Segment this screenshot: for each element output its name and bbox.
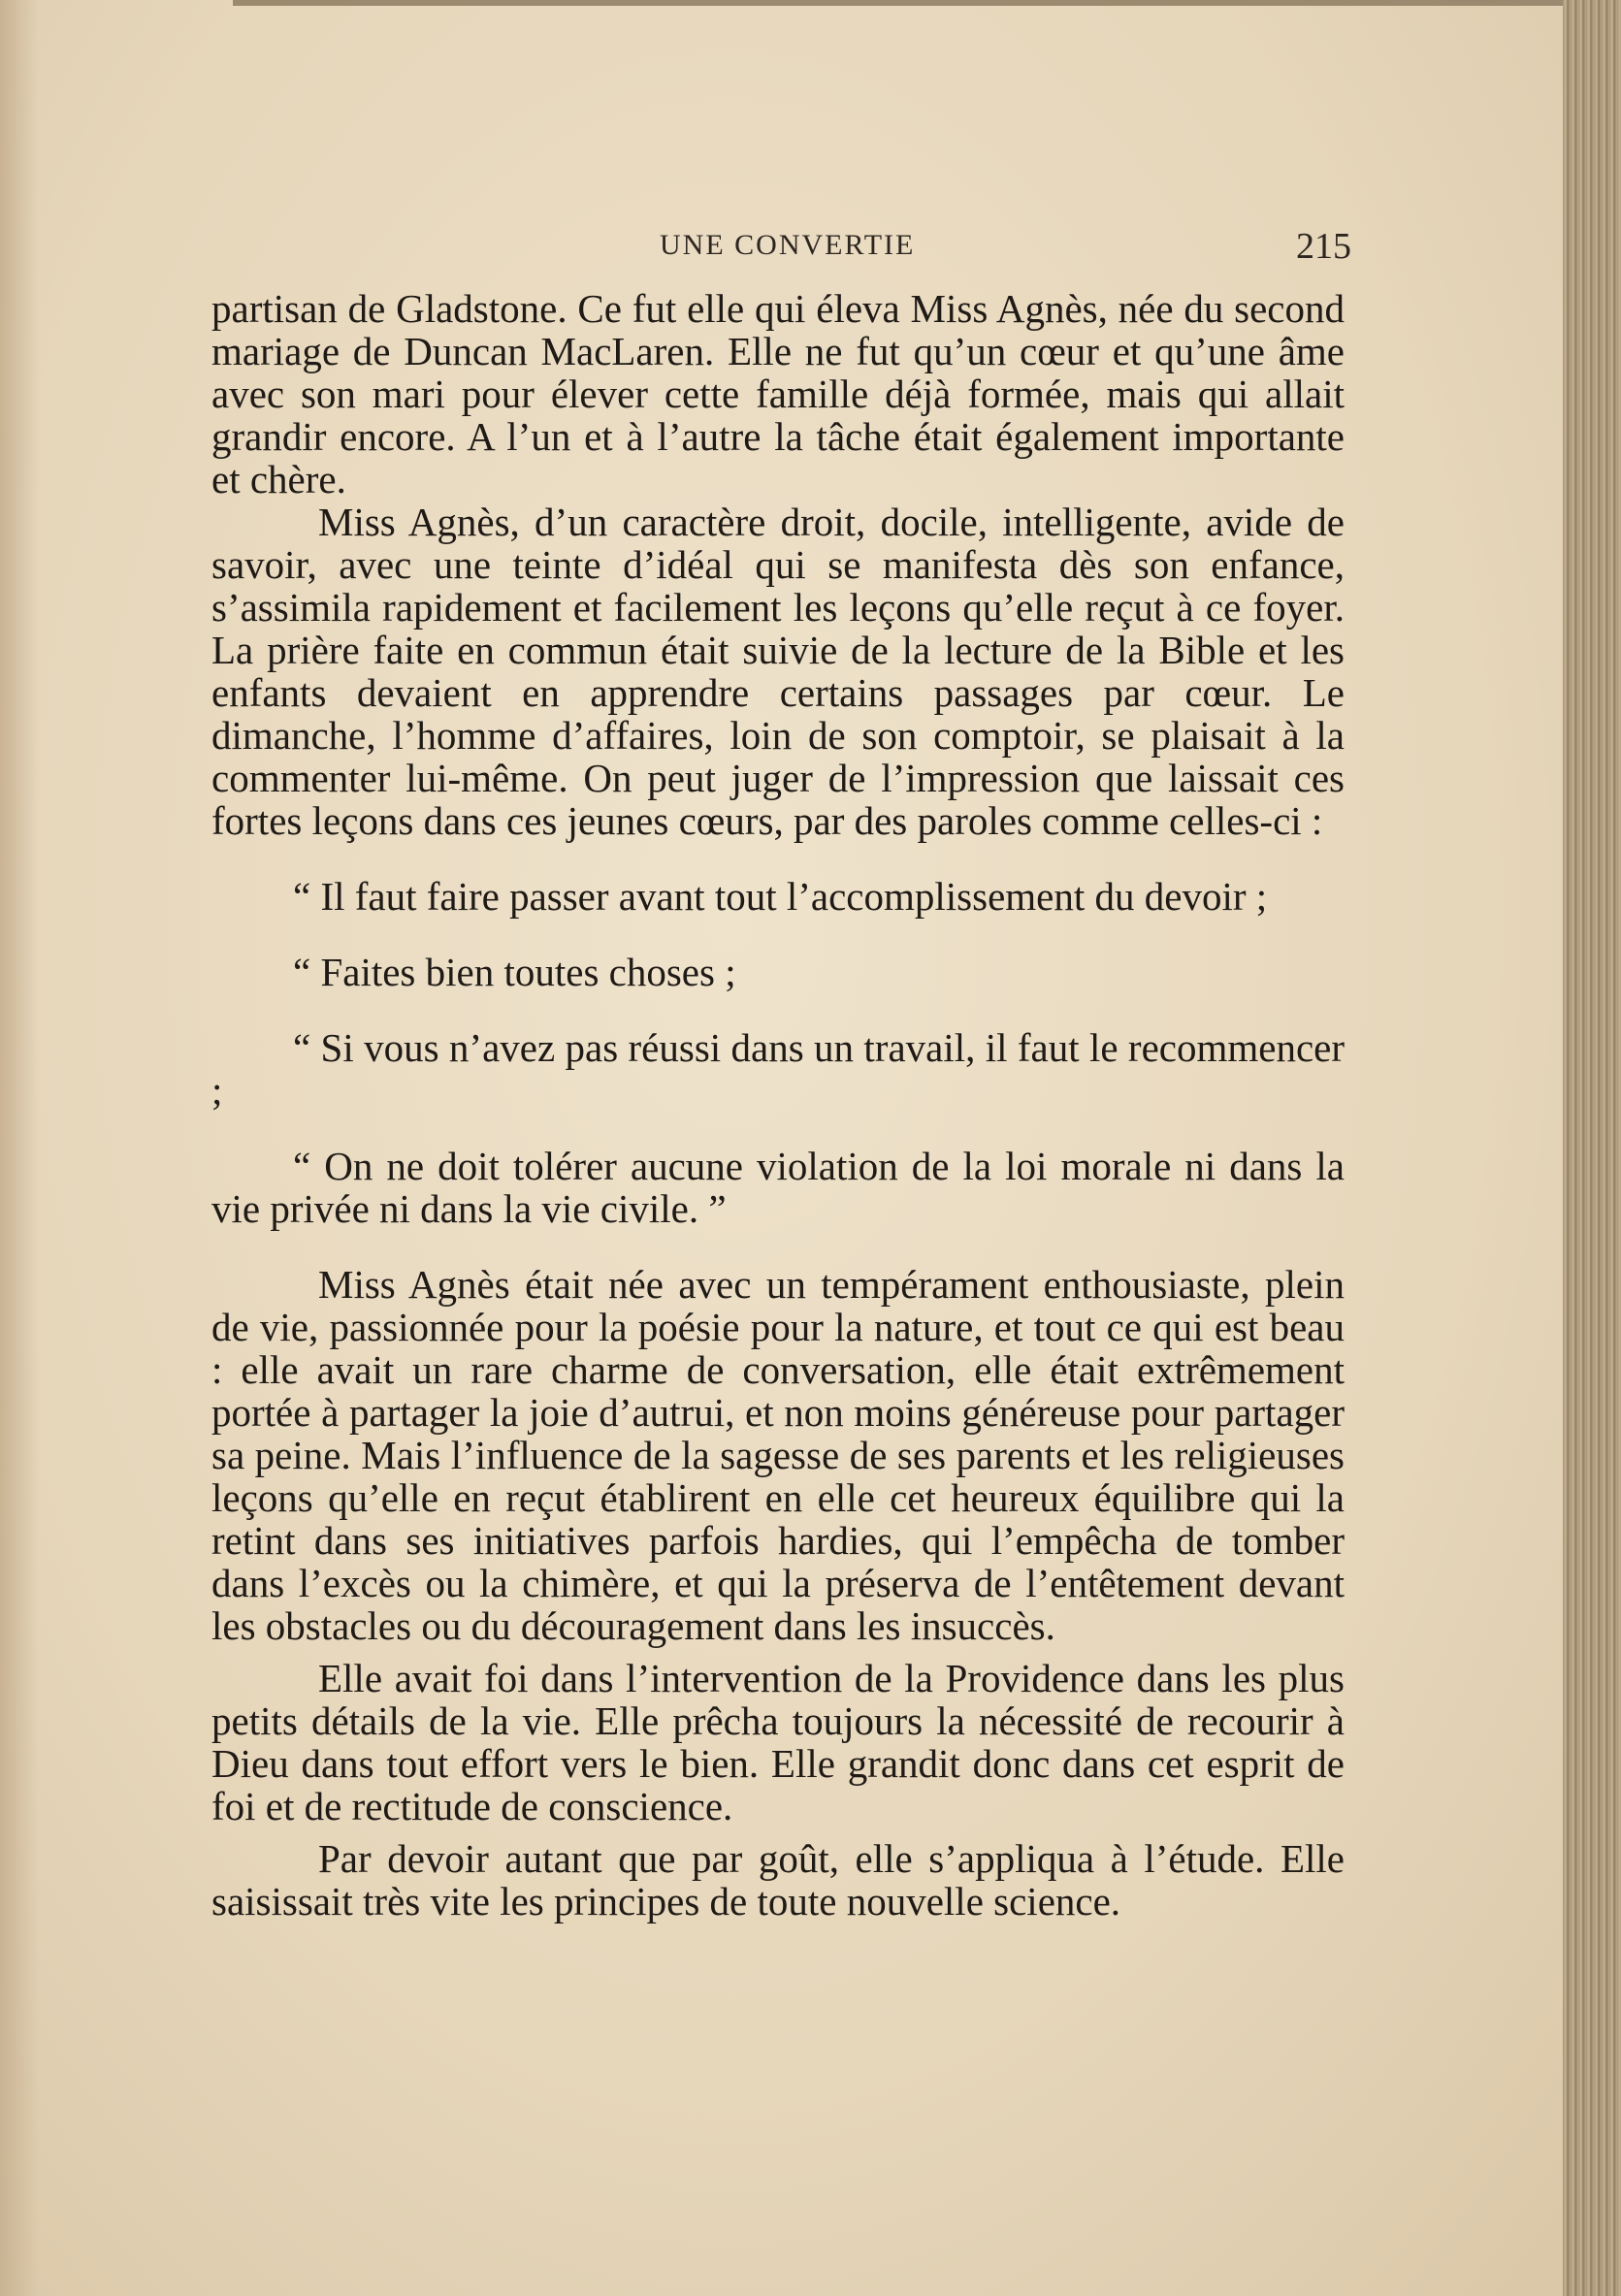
quote-line: “ Faites bien toutes choses ; [293, 950, 736, 994]
paragraph: Miss Agnès, d’un caractère droit, docile, intelligente, avide de savoir, avec une teinte d’idéal qui se manifesta dès son enfance, s’assimila rapidement et facilement les leçons qu’elle reçut à ce foyer. La prière faite en commun était suivie de la lecture de la Bible et les enfants devaient en apprendre certains passages par cœur. Le dimanche, l’homme d’affaires, loin de son comptoir, se plaisait à la commenter lui-même. On peut juger de l’impression que laissait ces fortes leçons dans ces jeunes cœurs, par des paroles comme celles-ci : [211, 500, 1345, 843]
page-top-edge [233, 0, 1572, 6]
gutter-shadow [0, 0, 39, 2296]
quote-line: “ Il faut faire passer avant tout l’accomplissement du devoir ; [293, 874, 1268, 919]
paragraph: Elle avait foi dans l’intervention de la Providence dans les plus petits détails de la vie. Elle prêcha toujours la nécessité de recourir à Dieu dans tout effort vers le bien. Elle grandit donc dans cet esprit de foi et de rectitude de conscience. [211, 1656, 1345, 1828]
quote-line: “ Si vous n’avez pas réussi dans un travail, il faut le recommencer ; [211, 1025, 1345, 1113]
page-stack-edge [1563, 0, 1621, 2296]
body-text [211, 287, 1345, 1923]
paragraph: Par devoir autant que par goût, elle s’appliqua à l’étude. Elle saisissait très vite les principes de toute nouvelle science. [211, 1836, 1345, 1924]
page-number: 215 [1296, 226, 1351, 267]
paragraph: Miss Agnès était née avec un tempérament enthousiaste, plein de vie, passionnée pour la poésie pour la nature, et tout ce qui est beau : elle avait un rare charme de conversation, elle était extrêmement portée à partager la joie d’autrui, et non moins généreuse pour partager sa peine. Mais l’influence de la sagesse de ses parents et les religieuses leçons qu’elle en reçut établirent en elle cet heureux équilibre qui la retint dans ses initiatives parfois hardies, qui l’empêcha de tomber dans l’excès ou la chimère, et qui la préserva de l’entêtement devant les obstacles ou du découragement dans les insuccès. [211, 1262, 1345, 1648]
quote-line: “ On ne doit tolérer aucune violation de la loi morale ni dans la vie privée ni dans la vie civile. ” [211, 1144, 1345, 1231]
running-title: UNE CONVERTIE [660, 229, 916, 261]
paragraph: partisan de Gladstone. Ce fut elle qui éleva Miss Agnès, née du second mariage de Duncan MacLaren. Elle ne fut qu’un cœur et qu’une âme avec son mari pour élever cette famille déjà formée, mais qui allait grandir encore. A l’un et à l’autre la tâche était également importante et chère. [211, 286, 1345, 501]
